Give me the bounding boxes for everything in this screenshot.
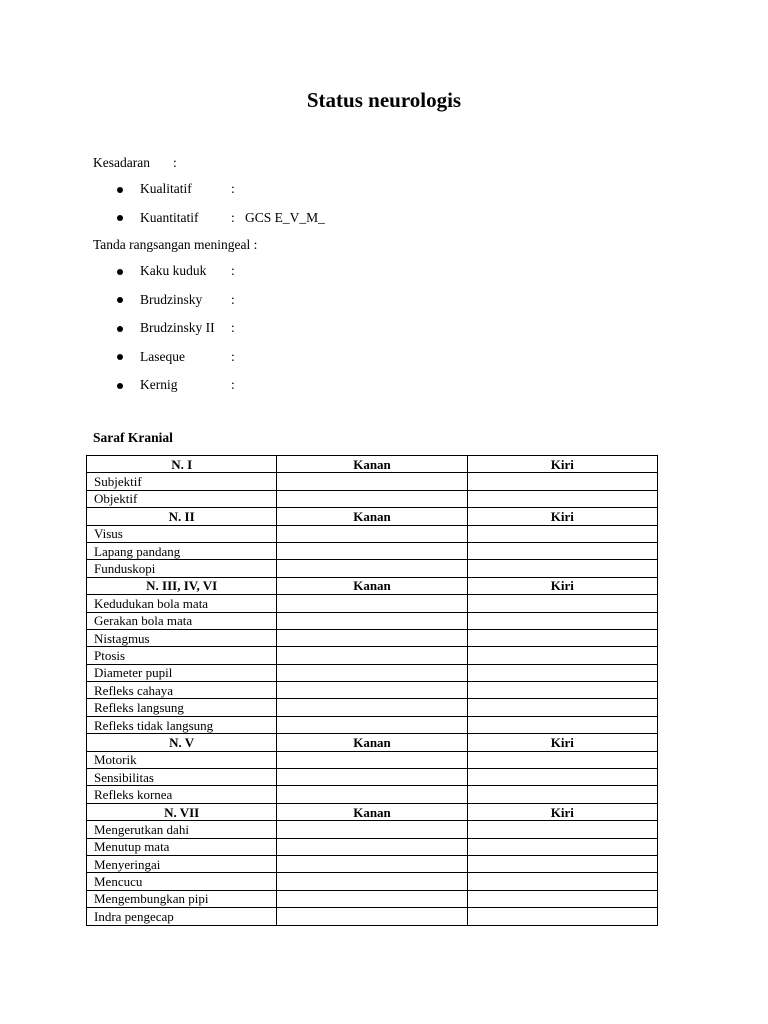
laseque-label: Laseque xyxy=(140,349,185,364)
kiri-header: Kiri xyxy=(467,456,657,473)
table-row xyxy=(87,838,658,855)
row-label: Mencucu xyxy=(87,873,277,890)
kanan-cell xyxy=(277,664,467,681)
kiri-header: Kiri xyxy=(467,577,657,594)
meningeal-label: Tanda rangsangan meningeal : xyxy=(93,237,258,252)
table-row xyxy=(87,525,658,542)
table-header-row xyxy=(87,734,658,751)
kernig-label: Kernig xyxy=(140,377,178,392)
kanan-cell xyxy=(277,473,467,490)
kanan-header: Kanan xyxy=(277,577,467,594)
kiri-cell xyxy=(467,525,657,542)
kanan-cell xyxy=(277,716,467,733)
brudzinsky-colon: : xyxy=(231,292,235,307)
kiri-header: Kiri xyxy=(467,734,657,751)
row-label: Subjektif xyxy=(87,473,277,490)
kiri-cell xyxy=(467,751,657,768)
row-label: Mengembungkan pipi xyxy=(87,890,277,907)
table-row xyxy=(87,542,658,559)
table-row xyxy=(87,629,658,646)
page-title: Status neurologis xyxy=(306,88,462,112)
table-header-row xyxy=(87,456,658,473)
table-header-row xyxy=(87,803,658,820)
table-row xyxy=(87,821,658,838)
table-row xyxy=(87,473,658,490)
kiri-cell xyxy=(467,629,657,646)
row-label: Diameter pupil xyxy=(87,664,277,681)
table-row xyxy=(87,560,658,577)
kiri-cell xyxy=(467,664,657,681)
saraf-kranial-table xyxy=(86,455,658,926)
kiri-cell xyxy=(467,908,657,925)
kanan-cell xyxy=(277,821,467,838)
kiri-header: Kiri xyxy=(467,803,657,820)
table-row xyxy=(87,769,658,786)
row-label: Menutup mata xyxy=(87,838,277,855)
kanan-cell xyxy=(277,890,467,907)
nerve-header: N. V xyxy=(87,734,277,751)
row-label: Kedudukan bola mata xyxy=(87,595,277,612)
kiri-cell xyxy=(467,716,657,733)
kiri-cell xyxy=(467,647,657,664)
row-label: Refleks kornea xyxy=(87,786,277,803)
kaku-kuduk-colon: : xyxy=(231,263,235,278)
table-row xyxy=(87,855,658,872)
kanan-cell xyxy=(277,751,467,768)
laseque-colon: : xyxy=(231,349,235,364)
kanan-header: Kanan xyxy=(277,456,467,473)
bullet-icon xyxy=(117,383,123,389)
kanan-header: Kanan xyxy=(277,734,467,751)
nerve-header: N. II xyxy=(87,508,277,525)
bullet-icon xyxy=(117,354,123,360)
kiri-cell xyxy=(467,473,657,490)
table-row xyxy=(87,751,658,768)
kiri-cell xyxy=(467,855,657,872)
nerve-header: N. VII xyxy=(87,803,277,820)
table-row xyxy=(87,716,658,733)
row-label: Visus xyxy=(87,525,277,542)
kanan-cell xyxy=(277,542,467,559)
table-header-row xyxy=(87,577,658,594)
row-label: Motorik xyxy=(87,751,277,768)
kanan-cell xyxy=(277,769,467,786)
row-label: Sensibilitas xyxy=(87,769,277,786)
table-row xyxy=(87,490,658,507)
table-row xyxy=(87,873,658,890)
bullet-icon xyxy=(117,297,123,303)
nerve-header: N. I xyxy=(87,456,277,473)
row-label: Nistagmus xyxy=(87,629,277,646)
row-label: Lapang pandang xyxy=(87,542,277,559)
table-row xyxy=(87,890,658,907)
kiri-cell xyxy=(467,682,657,699)
kiri-cell xyxy=(467,612,657,629)
kiri-cell xyxy=(467,873,657,890)
table-row xyxy=(87,612,658,629)
table-row xyxy=(87,647,658,664)
kanan-cell xyxy=(277,699,467,716)
bullet-icon xyxy=(117,326,123,332)
table-row xyxy=(87,664,658,681)
row-label: Refleks tidak langsung xyxy=(87,716,277,733)
kanan-cell xyxy=(277,838,467,855)
row-label: Refleks cahaya xyxy=(87,682,277,699)
kernig-colon: : xyxy=(231,377,235,392)
kesadaran-label: Kesadaran xyxy=(93,155,150,170)
row-label: Refleks langsung xyxy=(87,699,277,716)
brudzinsky-ii-colon: : xyxy=(231,320,235,335)
table-row xyxy=(87,908,658,925)
table-row xyxy=(87,595,658,612)
kiri-cell xyxy=(467,890,657,907)
table-header-row xyxy=(87,508,658,525)
table-row xyxy=(87,699,658,716)
kanan-cell xyxy=(277,612,467,629)
kiri-cell xyxy=(467,769,657,786)
gcs-value: GCS E_V_M_ xyxy=(245,210,325,225)
row-label: Gerakan bola mata xyxy=(87,612,277,629)
row-label: Objektif xyxy=(87,490,277,507)
saraf-kranial-heading: Saraf Kranial xyxy=(93,430,173,445)
kiri-cell xyxy=(467,560,657,577)
kualitatif-colon: : xyxy=(231,181,235,196)
row-label: Mengerutkan dahi xyxy=(87,821,277,838)
kiri-cell xyxy=(467,490,657,507)
kaku-kuduk-label: Kaku kuduk xyxy=(140,263,207,278)
nerve-header: N. III, IV, VI xyxy=(87,577,277,594)
kanan-cell xyxy=(277,560,467,577)
kuantitatif-label: Kuantitatif xyxy=(140,210,199,225)
kesadaran-colon: : xyxy=(173,155,177,170)
row-label: Funduskopi xyxy=(87,560,277,577)
kanan-cell xyxy=(277,682,467,699)
bullet-icon xyxy=(117,187,123,193)
kanan-cell xyxy=(277,855,467,872)
kuantitatif-colon: : xyxy=(231,210,235,225)
kanan-cell xyxy=(277,525,467,542)
row-label: Menyeringai xyxy=(87,855,277,872)
brudzinsky-label: Brudzinsky xyxy=(140,292,203,307)
kanan-cell xyxy=(277,595,467,612)
brudzinsky-ii-label: Brudzinsky II xyxy=(140,320,215,335)
kiri-header: Kiri xyxy=(467,508,657,525)
bullet-icon xyxy=(117,215,123,221)
kanan-header: Kanan xyxy=(277,803,467,820)
kanan-cell xyxy=(277,786,467,803)
table-row xyxy=(87,682,658,699)
kiri-cell xyxy=(467,542,657,559)
kiri-cell xyxy=(467,595,657,612)
bullet-icon xyxy=(117,269,123,275)
kualitatif-label: Kualitatif xyxy=(140,181,192,196)
row-label: Ptosis xyxy=(87,647,277,664)
kanan-cell xyxy=(277,629,467,646)
kiri-cell xyxy=(467,786,657,803)
row-label: Indra pengecap xyxy=(87,908,277,925)
kanan-header: Kanan xyxy=(277,508,467,525)
kanan-cell xyxy=(277,490,467,507)
kanan-cell xyxy=(277,647,467,664)
kiri-cell xyxy=(467,838,657,855)
kiri-cell xyxy=(467,821,657,838)
kanan-cell xyxy=(277,908,467,925)
table-row xyxy=(87,786,658,803)
kiri-cell xyxy=(467,699,657,716)
kanan-cell xyxy=(277,873,467,890)
